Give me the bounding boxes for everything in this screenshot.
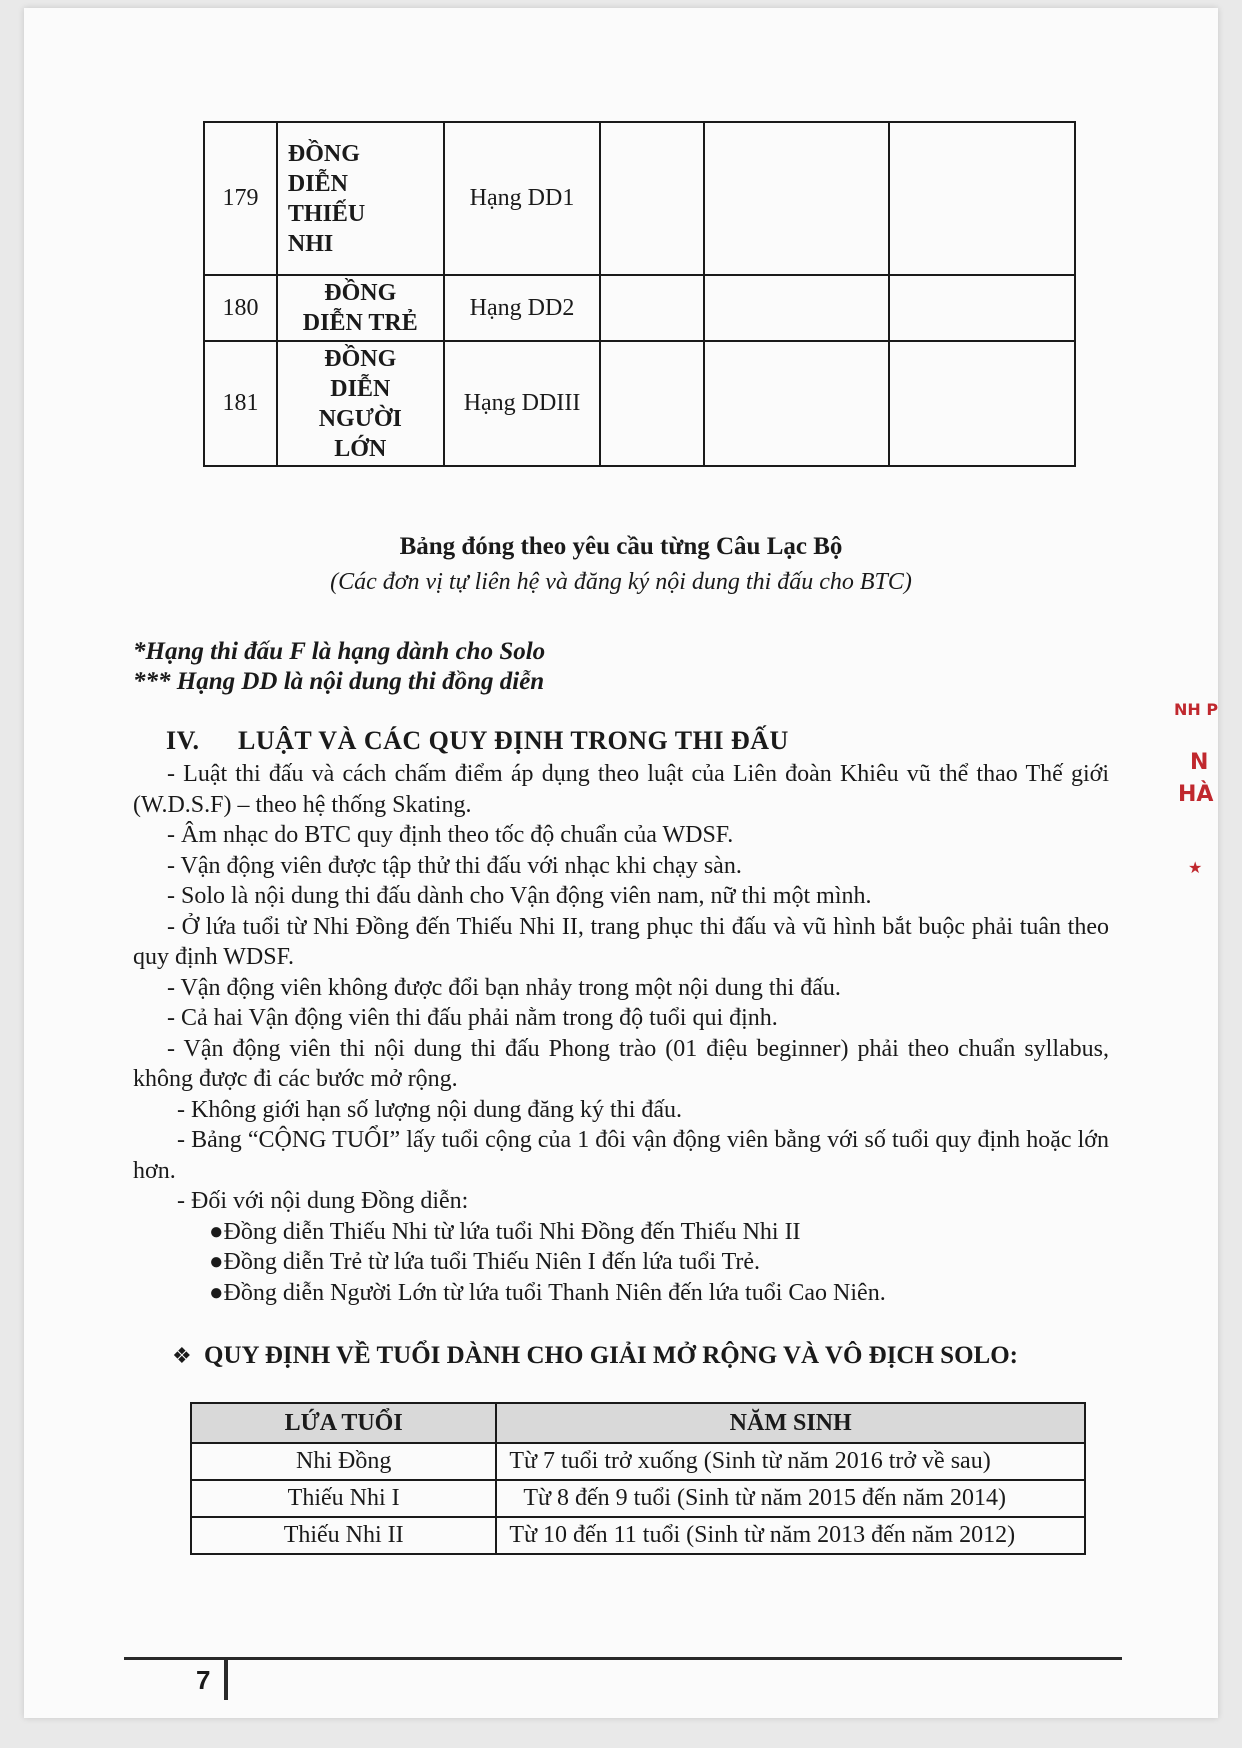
empty-cell <box>889 122 1076 275</box>
empty-cell <box>600 275 704 341</box>
birth-year-cell: Từ 10 đến 11 tuổi (Sinh từ năm 2013 đến năm 2012) <box>496 1517 1085 1554</box>
red-seal-stamp <box>1168 680 1228 910</box>
bullet-item: ●Đồng diễn Thiếu Nhi từ lứa tuổi Nhi Đồng đến Thiếu Nhi II <box>209 1218 801 1245</box>
name-line: NHI <box>287 230 334 257</box>
row-number: 180 <box>204 275 277 341</box>
age-group-cell: Nhi Đồng <box>191 1443 496 1480</box>
footer-divider <box>224 1660 228 1700</box>
age-rules-title: QUY ĐỊNH VỀ TUỔI DÀNH CHO GIẢI MỞ RỘNG VÀ VÔ ĐỊCH SOLO: <box>204 1342 1018 1369</box>
rule-paragraph: - Vận động viên thi nội dung thi đấu Phong trào (01 điệu beginner) phải theo chuẩn syllabus, không được đi các bước mở rộng. <box>133 1035 1109 1092</box>
event-name <box>277 275 444 341</box>
name-line: ĐỒNG <box>324 280 397 306</box>
empty-cell <box>600 122 704 275</box>
stamp-text-2: N <box>1190 750 1209 775</box>
age-rules-heading <box>172 1342 1018 1370</box>
table-caption-subtitle: (Các đơn vị tự liên hệ và đăng ký nội dung thi đấu cho BTC) <box>330 569 912 595</box>
empty-cell <box>889 275 1076 341</box>
name-line: THIẾU <box>287 200 366 227</box>
table-row <box>191 1480 1085 1517</box>
row-number: 179 <box>204 122 277 275</box>
rule-paragraph: - Cả hai Vận động viên thi đấu phải nằm trong độ tuổi qui định. <box>167 1005 778 1031</box>
stamp-text-1: NH P <box>1174 700 1219 719</box>
table-caption-title: Bảng đóng theo yêu cầu từng Câu Lạc Bộ <box>399 533 843 560</box>
name-line: DIỄN TRẺ <box>302 310 418 336</box>
rule-paragraph: - Ở lứa tuổi từ Nhi Đồng đến Thiếu Nhi II, trang phục thi đấu và vũ hình bắt buộc phải tuân theo quy định WDSF. <box>133 913 1109 970</box>
diamond-bullet-icon: ❖ <box>172 1344 192 1369</box>
rule-paragraph: - Không giới hạn số lượng nội dung đăng ký thi đấu. <box>177 1096 683 1123</box>
stamp-star-icon: ★ <box>1188 858 1203 877</box>
table-row <box>191 1443 1085 1480</box>
table-header-row <box>191 1403 1085 1443</box>
row-number: 181 <box>204 341 277 466</box>
rule-paragraph: - Âm nhạc do BTC quy định theo tốc độ chuẩn của WDSF. <box>167 822 734 848</box>
name-line: ĐỒNG <box>324 345 397 372</box>
event-rank: Hạng DD1 <box>444 122 601 275</box>
column-header: NĂM SINH <box>496 1403 1085 1443</box>
name-line: ĐỒNG <box>287 140 360 167</box>
empty-cell <box>704 122 888 275</box>
name-line: DIỄN <box>287 170 348 197</box>
rule-paragraph: - Đối với nội dung Đồng diễn: <box>177 1188 469 1214</box>
table-row <box>191 1517 1085 1554</box>
empty-cell <box>704 341 888 466</box>
event-name <box>277 122 444 275</box>
footer-rule <box>124 1657 1122 1660</box>
note-dd: *** Hạng DD là nội dung thi đồng diễn <box>133 668 545 695</box>
table-row <box>204 275 1075 341</box>
name-line: LỚN <box>334 435 387 462</box>
event-table <box>203 121 1076 467</box>
birth-year-cell: Từ 8 đến 9 tuổi (Sinh từ năm 2015 đến năm 2014) <box>496 1480 1085 1517</box>
stamp-text-3: HÀ <box>1178 782 1214 807</box>
table-row <box>204 122 1075 275</box>
rules-body <box>133 759 1109 1308</box>
name-line: DIỄN <box>330 375 391 402</box>
rule-paragraph: - Vận động viên không được đổi bạn nhảy trong một nội dung thi đấu. <box>167 974 841 1001</box>
bullet-item: ●Đồng diễn Người Lớn từ lứa tuổi Thanh Niên đến lứa tuổi Cao Niên. <box>209 1279 886 1306</box>
section-number: IV. <box>166 726 200 755</box>
section-heading <box>166 726 789 756</box>
rule-paragraph: - Vận động viên được tập thử thi đấu với nhạc khi chạy sàn. <box>167 852 742 879</box>
rule-paragraph: - Bảng “CỘNG TUỔI” lấy tuổi cộng của 1 đôi vận động viên bằng với số tuổi quy định hoặc lớn hơn. <box>133 1127 1109 1184</box>
rule-paragraph: - Solo là nội dung thi đấu dành cho Vận động viên nam, nữ thi một mình. <box>167 883 872 909</box>
section-title: LUẬT VÀ CÁC QUY ĐỊNH TRONG THI ĐẤU <box>238 726 789 755</box>
rule-paragraph: - Luật thi đấu và cách chấm điểm áp dụng theo luật của Liên đoàn Khiêu vũ thể thao Thế giới (W.D.S.F) – theo hệ thống Skating. <box>133 761 1109 818</box>
name-line: NGƯỜI <box>318 405 402 432</box>
age-group-cell: Thiếu Nhi II <box>191 1517 496 1554</box>
page-number: 7 <box>196 1665 211 1695</box>
birth-year-cell: Từ 7 tuổi trở xuống (Sinh từ năm 2016 trở về sau) <box>496 1443 1085 1480</box>
table-row <box>204 341 1075 466</box>
event-name <box>277 341 444 466</box>
column-header: LỨA TUỔI <box>191 1403 496 1443</box>
age-table <box>190 1402 1086 1555</box>
bullet-item: ●Đồng diễn Trẻ từ lứa tuổi Thiếu Niên I đến lứa tuổi Trẻ. <box>209 1249 761 1275</box>
empty-cell <box>600 341 704 466</box>
note-solo: *Hạng thi đấu F là hạng dành cho Solo <box>133 638 546 665</box>
empty-cell <box>889 341 1076 466</box>
age-group-cell: Thiếu Nhi I <box>191 1480 496 1517</box>
empty-cell <box>704 275 888 341</box>
event-rank: Hạng DD2 <box>444 275 601 341</box>
event-rank: Hạng DDIII <box>444 341 601 466</box>
